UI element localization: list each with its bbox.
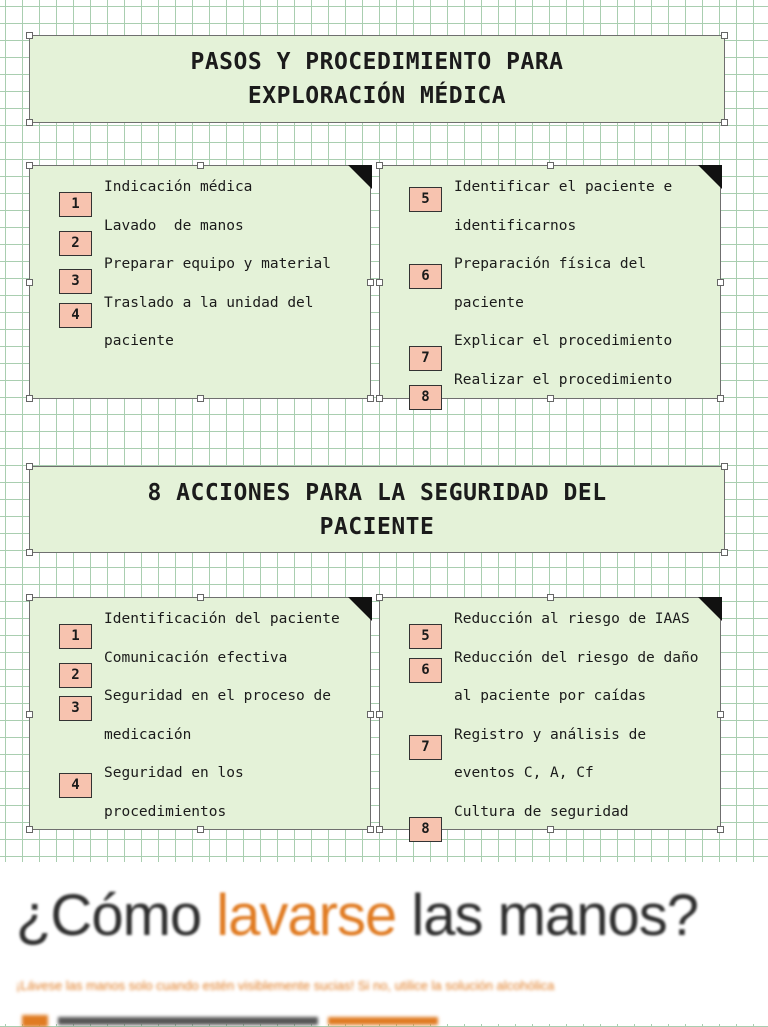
step-number-badge: 8 [409, 817, 442, 842]
section2-title: 8 ACCIONES PARA LA SEGURIDAD DEL PACIENTE [147, 479, 607, 540]
folded-corner-icon [348, 165, 372, 189]
step-text: Preparar equipo y material [104, 256, 331, 272]
section1-title: PASOS Y PROCEDIMIENTO PARA EXPLORACIÓN MÉDICA [190, 49, 564, 109]
step-text: Explicar el procedimiento [454, 333, 673, 349]
section1-right-card [379, 165, 721, 405]
step-text: Traslado a la unidad del paciente [104, 294, 314, 349]
step-number-badge: 4 [59, 303, 92, 328]
step-text: Reducción del riesgo de daño al paciente por caídas [454, 649, 699, 704]
folded-corner-icon [698, 165, 722, 189]
step-text: Preparación física del paciente [454, 256, 647, 311]
section1-title-box [29, 35, 725, 123]
step-number-badge: 5 [409, 624, 442, 649]
step-text: Reducción al riesgo de IAAS [454, 611, 690, 627]
step-number-badge: 6 [409, 264, 442, 289]
step-text: Realizar el procedimiento [454, 371, 673, 388]
step-number-badge: 5 [409, 187, 442, 212]
section2-right-card [379, 597, 721, 837]
step-number-badge: 7 [409, 735, 442, 760]
step-number-badge: 7 [409, 346, 442, 371]
step-text: Identificación del paciente [104, 611, 340, 627]
step-text: Cultura de seguridad [454, 803, 629, 820]
step-number-badge: 2 [59, 231, 92, 256]
folded-corner-icon [698, 597, 722, 621]
banner-title: ¿Cómo lavarse las manos? [16, 883, 698, 948]
step-number-badge: 3 [59, 696, 92, 721]
step-text: Identificar el paciente e identificarnos [454, 179, 673, 234]
step-text: Indicación médica [104, 179, 253, 195]
step-text: Seguridad en los procedimientos [104, 765, 244, 820]
step-number-badge: 6 [409, 658, 442, 683]
step-text: Comunicación efectiva [104, 649, 288, 666]
step-text: Seguridad en el proceso de medicación [104, 688, 331, 743]
step-text: Registro y análisis de eventos C, A, Cf [454, 726, 647, 781]
step-number-badge: 4 [59, 773, 92, 798]
banner-subtitle: ¡Lávese las manos solo cuando estén visiblemente sucias! Si no, utilice la solución alcohólica [16, 978, 555, 993]
section2-left-card [29, 597, 371, 830]
banner-footer-line [22, 1013, 442, 1027]
folded-corner-icon [348, 597, 372, 621]
step-number-badge: 8 [409, 385, 442, 410]
step-number-badge: 3 [59, 269, 92, 294]
step-number-badge: 1 [59, 624, 92, 649]
section1-left-card [29, 165, 371, 399]
step-text: Lavado de manos [104, 217, 244, 234]
section2-title-box [29, 466, 725, 553]
step-number-badge: 2 [59, 663, 92, 688]
step-number-badge: 1 [59, 192, 92, 217]
